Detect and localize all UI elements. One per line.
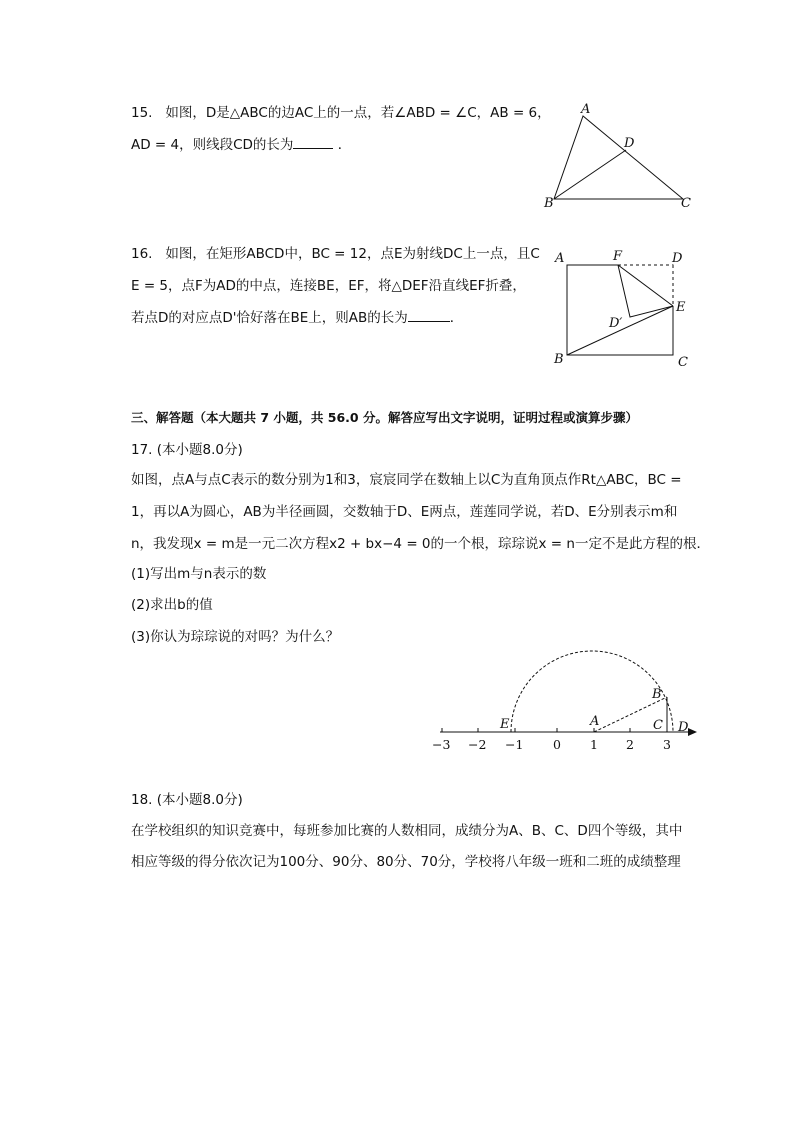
q16-label-a: A [555, 251, 565, 266]
q16-text-2: E = 5，点F为AD的中点，连接BE，EF，将△DEF沿直线EF折叠， [131, 278, 526, 294]
q15-label-c: C [681, 196, 691, 211]
q16-folded-triangle [618, 265, 673, 317]
q17-label-c: C [653, 718, 663, 733]
q16-label-f: F [613, 249, 623, 264]
section-3-title: 三、解答题（本大题共 7 小题，共 56.0 分。解答应写出文字说明，证明过程或演算步骤） [131, 410, 638, 425]
q15-number: 15. [131, 105, 153, 121]
q17-tick-label: −3 [432, 737, 451, 752]
q17-sub-2: (2)求出b的值 [131, 597, 213, 613]
q15-line-1 [131, 103, 551, 123]
q17-header: 17. (本小题8.0分) [131, 442, 243, 458]
q17-tick-label: 2 [626, 737, 634, 752]
q16-line-2 [131, 276, 526, 296]
q17-axis-arrow [688, 728, 697, 736]
q16-label-d: D [672, 251, 683, 266]
q17-label-b: B [652, 687, 662, 702]
q17-tick-label: 0 [553, 737, 561, 752]
q15-line-2: AD = 4，则线段CD的长为 ． [131, 134, 351, 155]
q15-triangle-figure [540, 100, 700, 212]
q17-line-1: 如图，点A与点C表示的数分别为1和3，宸宸同学在数轴上以C为直角顶点作Rt△ABC，BC = [131, 472, 682, 488]
q16-label-e: E [676, 300, 686, 315]
q17-tick-label: 1 [590, 737, 598, 752]
q17-label-a: A [590, 714, 600, 729]
q17-line-2: 1，再以A为圆心，AB为半径画圆，交数轴于D、E两点，莲莲同学说，若D、E分别表示m和 [131, 504, 678, 520]
q15-text-2: AD = 4，则线段CD的长为 [131, 137, 294, 153]
q16-line-1 [131, 244, 540, 264]
q15-segment-bd [554, 150, 626, 199]
q16-label-d-prime: D′ [609, 316, 623, 331]
q16-label-b: B [554, 352, 564, 367]
q16-number: 16. [131, 246, 153, 262]
q17-sub-1: (1)写出m与n表示的数 [131, 566, 267, 582]
q17-sub-3: (3)你认为琮琮说的对吗？为什么？ [131, 629, 340, 645]
q18-header: 18. (本小题8.0分) [131, 792, 243, 808]
q17-tick-label: −1 [505, 737, 524, 752]
q18-line-1: 在学校组织的知识竞赛中，每班参加比赛的人数相同，成绩分为A、B、C、D四个等级，其中 [131, 823, 683, 839]
q16-answer-blank[interactable] [408, 307, 450, 322]
q15-text-1: 如图，D是△ABC的边AC上的一点，若∠ABD = ∠C，AB = 6， [165, 105, 551, 121]
q16-line-3: 若点D的对应点D'恰好落在BE上，则AB的长为 ． [131, 307, 463, 328]
q17-number-line-figure [425, 650, 715, 755]
q16-text-3: 若点D的对应点D'恰好落在BE上，则AB的长为 [131, 310, 408, 326]
q17-label-d: D [678, 720, 689, 735]
q15-label-a: A [581, 102, 591, 117]
q15-label-b: B [544, 196, 554, 211]
q15-answer-blank[interactable] [293, 134, 333, 149]
q17-tick-label: −2 [468, 737, 487, 752]
q16-rectangle-figure [550, 245, 700, 371]
q17-tick-label: 3 [663, 737, 671, 752]
q15-label-d: D [624, 136, 635, 151]
q15-triangle-abc [554, 116, 683, 199]
q16-label-c: C [678, 355, 688, 370]
q16-text-1: 如图，在矩形ABCD中，BC = 12，点E为射线DC上一点，且C [165, 246, 540, 262]
q17-ticks [442, 728, 667, 732]
q17-line-3: n，我发现x = m是一元二次方程x2 + bx−4 = 0的一个根，琮琮说x = n一定不是此方程的根． [131, 536, 710, 552]
q18-line-2: 相应等级的得分依次记为100分、90分、80分、70分，学校将八年级一班和二班的成绩整理 [131, 854, 681, 870]
q17-label-e: E [500, 717, 510, 732]
